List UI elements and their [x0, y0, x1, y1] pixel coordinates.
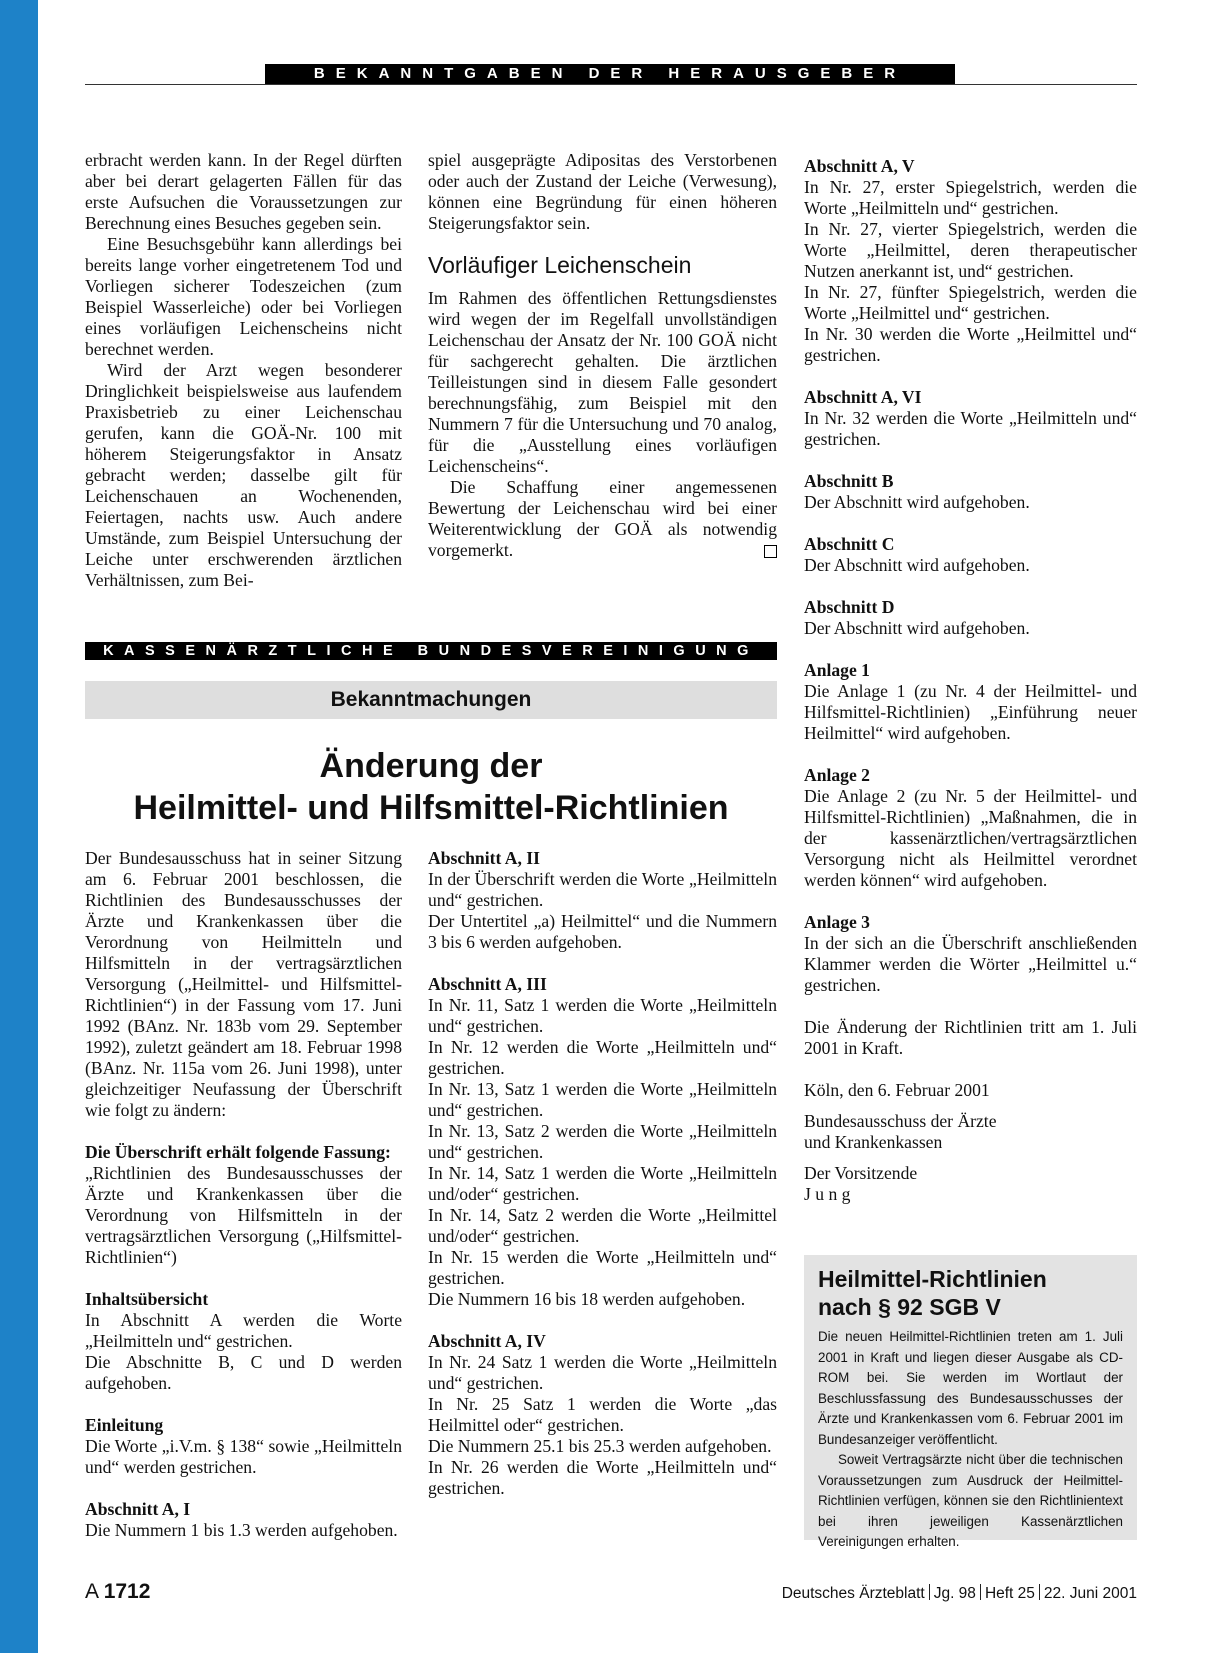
paragraph: Die Nummern 25.1 bis 25.3 werden aufgehoben.	[428, 1436, 772, 1456]
section-heading: Abschnitt A, IV	[428, 1331, 546, 1351]
paragraph: In Nr. 32 werden die Worte „Heilmitteln und“ gestrichen.	[804, 408, 1137, 449]
paragraph: Die Änderung der Richtlinien tritt am 1. Juli 2001 in Kraft.	[804, 1017, 1137, 1058]
paragraph: Der Untertitel „a) Heilmittel“ und die Nummern 3 bis 6 werden aufgehoben.	[428, 911, 777, 952]
title-line-1: Änderung der	[319, 747, 543, 785]
sidebox-paragraph: Soweit Vertragsärzte nicht über die technischen Voraussetzungen zum Ausdruck der Heilmittel-Richtlinien verfügen, können sie den Richtlinientext bei ihren jeweiligen Kassenärztlichen Vereinigungen erhalten.	[818, 1452, 1123, 1549]
section-heading: Abschnitt A, V	[804, 156, 915, 176]
section-heading: Abschnitt C	[804, 534, 895, 554]
paragraph: In Nr. 14, Satz 1 werden die Worte „Heilmitteln und/oder“ gestrichen.	[428, 1163, 777, 1204]
section-heading: Inhaltsübersicht	[85, 1289, 209, 1309]
paragraph: In der sich an die Überschrift anschließenden Klammer werden die Wörter „Heilmittel u.“ gestrichen.	[804, 933, 1137, 995]
paragraph: In Nr. 14, Satz 2 werden die Worte „Heilmittel und/oder“ gestrichen.	[428, 1205, 777, 1246]
section-heading: Abschnitt A, I	[85, 1499, 191, 1519]
sidebox-title: Heilmittel-Richtlinien nach § 92 SGB V	[818, 1266, 1047, 1320]
journal-footer: Deutsches Ärzteblatt Jg. 98 Heft 25 22. Juni 2001	[781, 1585, 1137, 1602]
paragraph: „Richtlinien des Bundesausschusses der Ärzte und Krankenkassen über die Verordnung von Hilfsmitteln in der vertragsärztlichen Versorgung („Hilfsmittel-Richtlinien“)	[85, 1163, 402, 1267]
paragraph: Die Abschnitte B, C und D werden aufgehoben.	[85, 1352, 402, 1393]
kbv-band: KASSENÄRZTLICHE BUNDESVEREINIGUNG	[85, 642, 777, 660]
paragraph: Der Abschnitt wird aufgehoben.	[804, 492, 1030, 512]
info-sidebox	[804, 1255, 1137, 1549]
paragraph: In Nr. 27, vierter Spiegelstrich, werden die Worte „Heilmittel, deren therapeutischer Nutzen anerkannt ist, und“ gestrichen.	[804, 219, 1137, 281]
title-line-2: Heilmittel- und Hilfsmittel-Richtlinien	[133, 789, 729, 827]
paragraph: Die Schaffung einer angemessenen Bewertung der Leichenschau wird bei einer Weiterentwicklung der GOÄ als notwendig vorgemerkt.	[428, 477, 777, 560]
paragraph: Die Worte „i.V.m. § 138“ sowie „Heilmitteln und“ werden gestrichen.	[85, 1436, 402, 1477]
paragraph: Der Bundesausschuss hat in seiner Sitzung am 6. Februar 2001 beschlossen, die Richtlinien des Bundesausschusses der Ärzte und Krankenkassen über die Verordnung von Heilmitteln und Hilfsmitteln in der vertragsärztlichen Versorgung („Heilmittel- und Hilfsmittel-Richtlinien“) in der Fassung vom 17. Juni 1992 (BAnz. Nr. 183b vom 29. September 1992), zuletzt geändert am 18. Februar 1998 (BAnz. Nr. 115a vom 26. Juni 1998), unter gleichzeitiger Neufassung der Überschrift wie folgt zu ändern:	[85, 848, 402, 1120]
section-heading: Anlage 3	[804, 912, 870, 932]
paragraph: Die Nummern 16 bis 18 werden aufgehoben.	[428, 1289, 746, 1309]
page-number: A 1712	[85, 1580, 151, 1603]
col2-top	[428, 150, 777, 561]
end-mark-icon	[764, 545, 777, 558]
paragraph: Im Rahmen des öffentlichen Rettungsdienstes wird wegen der im Regelfall unvollständigen Leichenschau der Ansatz der Nr. 100 GOÄ nicht für sachgerecht gehalten. Die ärztlichen Teilleistungen sind in diesem Falle gesondert berechnungsfähig, zum Beispiel mit den Nummern 7 für die Untersuchung und 70 analog, für die „Ausstellung eines vorläufigen Leichenscheins“.	[428, 288, 777, 476]
paragraph: In Nr. 27, erster Spiegelstrich, werden die Worte „Heilmitteln und“ gestrichen.	[804, 177, 1137, 218]
section-heading: Abschnitt A, II	[428, 848, 540, 868]
signature-name: J u n g	[804, 1184, 851, 1204]
section-heading: Abschnitt A, VI	[804, 387, 922, 407]
paragraph: In Nr. 13, Satz 2 werden die Worte „Heilmitteln und“ gestrichen.	[428, 1121, 777, 1162]
left-accent-bar	[0, 0, 38, 1653]
paragraph: Die Anlage 1 (zu Nr. 4 der Heilmittel- und Hilfsmittel-Richtlinien) „Einführung neuer Heilmittel“ wird aufgehoben.	[804, 681, 1137, 743]
paragraph: Der Abschnitt wird aufgehoben.	[804, 618, 1030, 638]
place-date: Köln, den 6. Februar 2001	[804, 1080, 990, 1100]
signature-line: Der Vorsitzende	[804, 1163, 918, 1183]
signature-line: Bundesausschuss der Ärzte	[804, 1111, 997, 1131]
col2-bottom	[428, 848, 777, 1499]
paragraph: spiel ausgeprägte Adipositas des Verstorbenen oder auch der Zustand der Leiche (Verwesung), können eine Begründung für einen höheren Steigerungsfaktor sein.	[428, 150, 777, 233]
section-heading: Einleitung	[85, 1415, 164, 1435]
section-header-band: BEKANNTGABEN DER HERAUSGEBER	[265, 64, 955, 84]
section-heading: Anlage 2	[804, 765, 870, 785]
paragraph: In Nr. 30 werden die Worte „Heilmittel und“ gestrichen.	[804, 324, 1137, 365]
paragraph: Der Abschnitt wird aufgehoben.	[804, 555, 1030, 575]
paragraph: In Nr. 24 Satz 1 werden die Worte „Heilmitteln und“ gestrichen.	[428, 1352, 777, 1393]
section-heading: Abschnitt D	[804, 597, 895, 617]
section-heading: Die Überschrift erhält folgende Fassung:	[85, 1142, 391, 1162]
col1-top	[85, 150, 402, 591]
paragraph: In Nr. 25 Satz 1 werden die Worte „das Heilmittel oder“ gestrichen.	[428, 1394, 777, 1435]
paragraph: In Nr. 13, Satz 1 werden die Worte „Heilmitteln und“ gestrichen.	[428, 1079, 777, 1120]
paragraph: Die Nummern 1 bis 1.3 werden aufgehoben.	[85, 1520, 398, 1540]
col1-bottom	[85, 848, 402, 1541]
section-heading: Abschnitt B	[804, 471, 894, 491]
paragraph: In Nr. 15 werden die Worte „Heilmitteln und“ gestrichen.	[428, 1247, 777, 1288]
paragraph: In der Überschrift werden die Worte „Heilmitteln und“ gestrichen.	[428, 869, 777, 910]
paragraph: In Nr. 11, Satz 1 werden die Worte „Heilmitteln und“ gestrichen.	[428, 995, 777, 1036]
paragraph: Wird der Arzt wegen besonderer Dringlichkeit beispielsweise aus laufendem Praxisbetrieb zu einer Leichenschau gerufen, kann die GOÄ-Nr. 100 mit höherem Steigerungsfaktor in Ansatz gebracht werden; dasselbe gilt für Leichenschauen an Wochenenden, Feiertagen, nachts usw. Auch andere Umstände, zum Beispiel Untersuchung der Leiche unter erschwerenden ärztlichen Verhältnissen, zum Bei-	[85, 360, 402, 590]
col3	[804, 156, 1137, 1205]
paragraph: In Nr. 26 werden die Worte „Heilmitteln und“ gestrichen.	[428, 1457, 777, 1498]
paragraph: Eine Besuchsgebühr kann allerdings bei bereits lange vorher eingetretenem Tod und Vorliegen sicherer Todeszeichen (zum Beispiel Wasserleiche) oder bei Vorliegen eines vorläufigen Leichenscheins nicht berechnet werden.	[85, 234, 402, 359]
paragraph: Die Anlage 2 (zu Nr. 5 der Heilmittel- und Hilfsmittel-Richtlinien) „Maßnahmen, die in der kassenärztlichen/vertragsärztlichen Versorgung nicht als Heilmittel verordnet werden können“ wird aufgehoben.	[804, 786, 1137, 890]
subheading: Vorläufiger Leichenschein	[428, 252, 692, 278]
paragraph: In Abschnitt A werden die Worte „Heilmitteln und“ gestrichen.	[85, 1310, 402, 1351]
paragraph: erbracht werden kann. In der Regel dürften aber bei derart gelagerten Fällen für das erste Aufsuchen die Voraussetzungen zur Berechnung eines Besuches gegeben sein.	[85, 150, 402, 233]
bekanntmachungen-box: Bekanntmachungen	[85, 681, 777, 719]
signature-line: und Krankenkassen	[804, 1132, 943, 1152]
header-rule	[85, 84, 1137, 85]
paragraph: In Nr. 12 werden die Worte „Heilmitteln und“ gestrichen.	[428, 1037, 777, 1078]
article-title	[85, 745, 777, 829]
paragraph: In Nr. 27, fünfter Spiegelstrich, werden die Worte „Heilmittel und“ gestrichen.	[804, 282, 1137, 323]
sidebox-paragraph: Die neuen Heilmittel-Richtlinien treten am 1. Juli 2001 in Kraft und liegen dieser Ausgabe als CD-ROM bei. Sie werden im Wortlaut der Beschlussfassung des Bundesausschusses der Ärzte und Krankenkassen vom 6. Februar 2001 im Bundesanzeiger veröffentlicht.	[818, 1329, 1123, 1447]
section-heading: Abschnitt A, III	[428, 974, 547, 994]
section-heading: Anlage 1	[804, 660, 870, 680]
